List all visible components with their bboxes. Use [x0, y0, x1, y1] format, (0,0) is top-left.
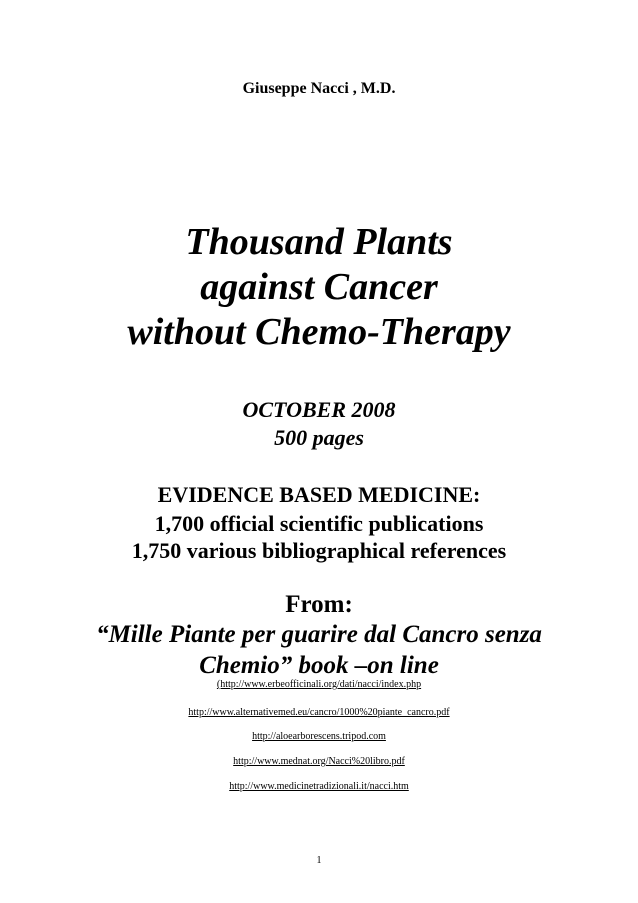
link-line-1 — [0, 678, 638, 692]
source-title-line-2: Chemio” book –on line — [199, 652, 439, 679]
link-line-2 — [0, 706, 638, 720]
link-alternativemed[interactable]: http://www.alternativemed.eu/cancro/1000%20piante_cancro.pdf — [188, 707, 450, 718]
title-line-2: against Cancer — [200, 266, 438, 308]
source-title-line-1: “Mille Piante per guarire dal Cancro senza — [96, 621, 542, 648]
page-number: 1 — [316, 855, 322, 866]
from-label: From: — [285, 591, 353, 618]
edition-date: OCTOBER 2008 — [242, 397, 396, 422]
link-erbeofficinali[interactable]: (http://www.erbeofficinali.org/dati/nacci/index.php — [216, 679, 422, 690]
evidence-references: 1,750 various bibliographical references — [131, 538, 507, 563]
edition-pages: 500 pages — [274, 425, 364, 450]
link-medicinetradizionali[interactable]: http://www.medicinetradizionali.it/nacci.htm — [229, 781, 409, 792]
author-name: Giuseppe Nacci , M.D. — [242, 80, 396, 97]
evidence-heading: EVIDENCE BASED MEDICINE: — [157, 482, 481, 507]
title-line-1: Thousand Plants — [185, 221, 453, 263]
link-line-5 — [0, 780, 638, 794]
evidence-publications: 1,700 official scientific publications — [154, 511, 484, 536]
link-line-3 — [0, 730, 638, 744]
link-aloearborescens[interactable]: http://aloearborescens.tripod.com — [252, 731, 386, 742]
title-line-3: without Chemo-Therapy — [127, 311, 511, 353]
link-mednat[interactable]: http://www.mednat.org/Nacci%20libro.pdf — [233, 756, 405, 767]
link-line-4 — [0, 755, 638, 769]
